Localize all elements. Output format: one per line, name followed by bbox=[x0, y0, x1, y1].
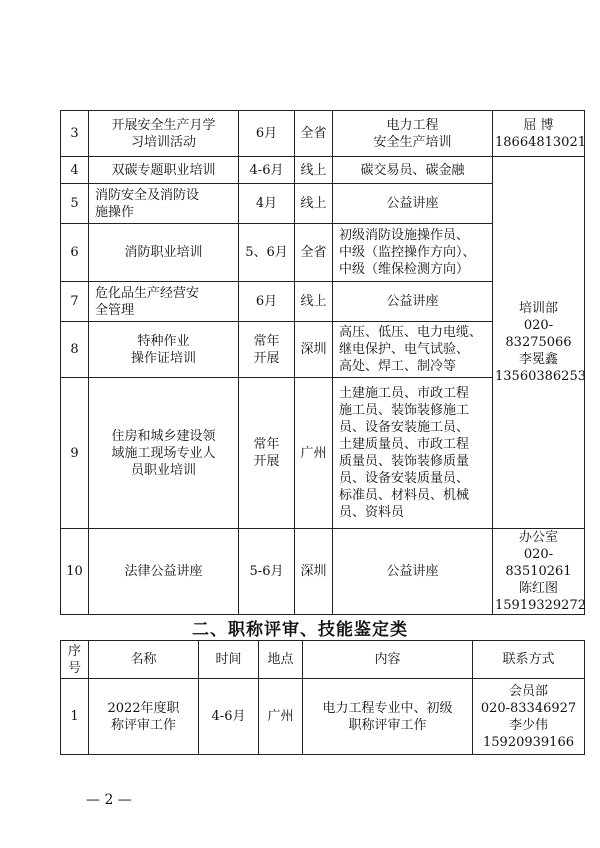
row-number: 1 bbox=[61, 679, 89, 755]
evaluation-table bbox=[60, 640, 585, 755]
course-place: 线上 bbox=[295, 282, 333, 322]
row-number: 6 bbox=[61, 224, 89, 282]
row-number: 10 bbox=[61, 529, 89, 615]
row-number: 3 bbox=[61, 111, 89, 157]
course-time: 5-6月 bbox=[239, 529, 295, 615]
header-content: 内容 bbox=[303, 641, 473, 679]
course-time: 常年 开展 bbox=[239, 322, 295, 378]
course-content: 公益讲座 bbox=[333, 282, 493, 322]
item-name: 2022年度职 称评审工作 bbox=[89, 679, 199, 755]
table-row bbox=[61, 157, 585, 184]
course-content: 初级消防设施操作员、 中级（监控操作方向）、 中级（维保检测方向） bbox=[333, 224, 493, 282]
row-number: 7 bbox=[61, 282, 89, 322]
course-place: 广州 bbox=[295, 378, 333, 529]
course-name: 危化品生产经营安 全管理 bbox=[89, 282, 239, 322]
table-row bbox=[61, 111, 585, 157]
course-content: 电力工程 安全生产培训 bbox=[333, 111, 493, 157]
header-no: 序 号 bbox=[61, 641, 89, 679]
header-contact: 联系方式 bbox=[473, 641, 585, 679]
row-number: 9 bbox=[61, 378, 89, 529]
header-name: 名称 bbox=[89, 641, 199, 679]
course-name: 消防安全及消防设 施操作 bbox=[89, 184, 239, 224]
course-name: 开展安全生产月学 习培训活动 bbox=[89, 111, 239, 157]
course-name: 特种作业 操作证培训 bbox=[89, 322, 239, 378]
course-time: 6月 bbox=[239, 282, 295, 322]
course-content: 公益讲座 bbox=[333, 184, 493, 224]
course-content: 公益讲座 bbox=[333, 529, 493, 615]
table-row bbox=[61, 529, 585, 615]
course-content: 碳交易员、碳金融 bbox=[333, 157, 493, 184]
page-number: — 2 — bbox=[86, 792, 132, 808]
row-number: 8 bbox=[61, 322, 89, 378]
course-content: 高压、低压、电力电缆、 继电保护、电气试验、 高处、焊工、制冷等 bbox=[333, 322, 493, 378]
course-time: 5、6月 bbox=[239, 224, 295, 282]
course-time: 常年 开展 bbox=[239, 378, 295, 529]
item-content: 电力工程专业中、初级 职称评审工作 bbox=[303, 679, 473, 755]
course-time: 4月 bbox=[239, 184, 295, 224]
item-time: 4-6月 bbox=[199, 679, 259, 755]
course-content: 土建施工员、市政工程 施工员、装饰装修施工 员、设备安装施工员、 土建质量员、市政工程 质量员、装饰装修质量 员、设备安装质量员、 标准员、材料员、机械 员、资料员 bbox=[333, 378, 493, 529]
item-place: 广州 bbox=[259, 679, 303, 755]
course-place: 深圳 bbox=[295, 322, 333, 378]
header-time: 时间 bbox=[199, 641, 259, 679]
training-table bbox=[60, 110, 585, 615]
contact-info: 会员部 020-83346927 李少伟 15920939166 bbox=[473, 679, 585, 755]
course-place: 线上 bbox=[295, 157, 333, 184]
row-number: 4 bbox=[61, 157, 89, 184]
contact-info: 培训部 020-83275066 李冕鑫 13560386253 bbox=[493, 157, 585, 529]
header-place: 地点 bbox=[259, 641, 303, 679]
contact-info: 屈 博 18664813021 bbox=[493, 111, 585, 157]
course-name: 法律公益讲座 bbox=[89, 529, 239, 615]
section-title: 二、职称评审、技能鉴定类 bbox=[192, 620, 408, 640]
course-time: 6月 bbox=[239, 111, 295, 157]
course-name: 消防职业培训 bbox=[89, 224, 239, 282]
course-name: 住房和城乡建设领 域施工现场专业人 员职业培训 bbox=[89, 378, 239, 529]
course-name: 双碳专题职业培训 bbox=[89, 157, 239, 184]
course-place: 全省 bbox=[295, 224, 333, 282]
course-place: 深圳 bbox=[295, 529, 333, 615]
course-place: 线上 bbox=[295, 184, 333, 224]
table-header-row bbox=[61, 641, 585, 679]
contact-info: 办公室 020-83510261 陈红图 15919329272 bbox=[493, 529, 585, 615]
row-number: 5 bbox=[61, 184, 89, 224]
course-place: 全省 bbox=[295, 111, 333, 157]
table-row bbox=[61, 679, 585, 755]
course-time: 4-6月 bbox=[239, 157, 295, 184]
